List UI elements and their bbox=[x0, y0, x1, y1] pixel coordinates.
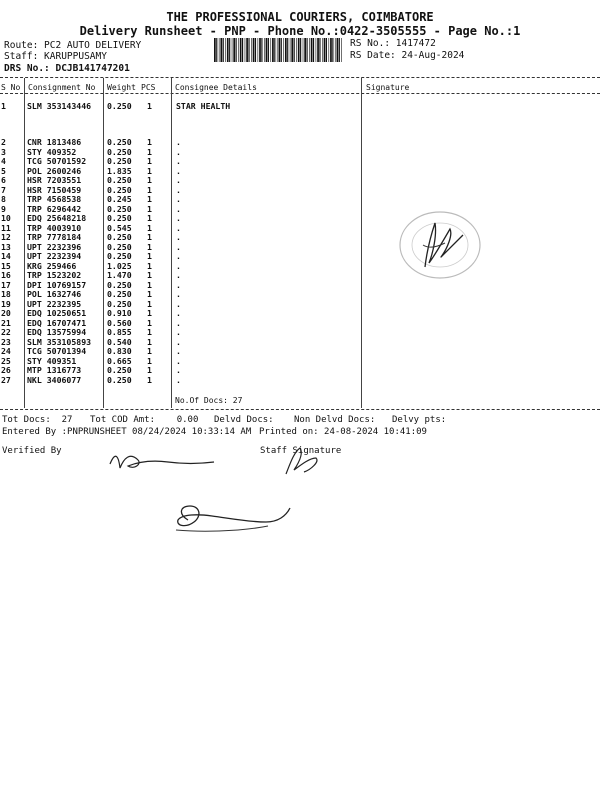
row-pcs: 1 bbox=[147, 101, 152, 111]
row-weight: 0.540 bbox=[107, 336, 132, 347]
row-consignment-no: TCG 50701592 bbox=[27, 156, 87, 166]
table-row bbox=[0, 357, 600, 366]
row-pcs: 1 bbox=[147, 279, 152, 290]
row-consignee-details: . bbox=[176, 317, 181, 328]
row-pcs: 1 bbox=[147, 346, 152, 356]
table-row bbox=[0, 347, 600, 356]
row-sno: 20 bbox=[1, 308, 11, 318]
table-row bbox=[0, 376, 600, 385]
row-consignee-details: . bbox=[176, 298, 181, 309]
drs-number: DRS No.: DCJB141747201 bbox=[4, 63, 130, 74]
row-pcs: 1 bbox=[147, 289, 152, 299]
row-consignment-no: POL 2600246 bbox=[27, 165, 82, 176]
row-consignment-no: EDQ 10250651 bbox=[27, 308, 87, 318]
row-weight: 0.250 bbox=[107, 241, 132, 252]
row-pcs: 1 bbox=[147, 298, 152, 309]
row-consignment-no: POL 1632746 bbox=[27, 289, 82, 299]
row-pcs: 1 bbox=[147, 251, 152, 261]
row-consignment-no: EDQ 16707471 bbox=[27, 317, 87, 328]
row-pcs: 1 bbox=[147, 355, 152, 366]
row-pcs: 1 bbox=[147, 270, 152, 280]
row-weight: 1.025 bbox=[107, 260, 132, 271]
row-consignee-details: . bbox=[176, 365, 181, 375]
row-consignment-no: CNR 1813486 bbox=[27, 137, 82, 147]
column-pcs: PCS bbox=[141, 83, 156, 92]
row-sno: 19 bbox=[1, 298, 11, 309]
row-sno: 26 bbox=[1, 365, 11, 375]
delivered-docs: Delvd Docs: bbox=[214, 415, 274, 425]
row-weight: 0.545 bbox=[107, 222, 132, 233]
row-consignee-details: . bbox=[176, 213, 181, 223]
row-pcs: 1 bbox=[147, 165, 152, 176]
row-pcs: 1 bbox=[147, 336, 152, 347]
row-consignee-details: . bbox=[176, 308, 181, 318]
row-weight: 1.470 bbox=[107, 270, 132, 280]
row-consignment-no: NKL 3406077 bbox=[27, 374, 82, 385]
table-row bbox=[0, 205, 600, 214]
column-weight: Weight bbox=[107, 83, 136, 92]
row-sno: 22 bbox=[1, 327, 11, 337]
column-signature: Signature bbox=[366, 83, 410, 92]
runsheet-title: Delivery Runsheet - PNP - Phone No.:0422-3505555 - Page No.:1 bbox=[79, 24, 521, 38]
table-row bbox=[0, 290, 600, 299]
table-row bbox=[0, 224, 600, 233]
row-consignment-no: SLM 353105893 bbox=[27, 336, 92, 347]
table-row bbox=[0, 262, 600, 271]
row-consignment-no: TRP 6296442 bbox=[27, 203, 82, 214]
row-sno: 5 bbox=[1, 165, 6, 176]
row-consignee-details: . bbox=[176, 279, 181, 290]
row-sno: 1 bbox=[1, 101, 6, 111]
header-top-rule bbox=[0, 77, 600, 78]
staff-signature-label: Staff Signature bbox=[260, 446, 342, 456]
row-sno: 3 bbox=[1, 146, 6, 157]
row-weight: 0.250 bbox=[107, 232, 132, 242]
row-consignment-no: TRP 4568538 bbox=[27, 194, 82, 204]
row-sno: 17 bbox=[1, 279, 11, 290]
row-consignee-details: . bbox=[176, 203, 181, 214]
table-row bbox=[0, 186, 600, 195]
row-weight: 0.250 bbox=[107, 156, 132, 166]
row-sno: 16 bbox=[1, 270, 11, 280]
row-consignee-details: . bbox=[176, 327, 181, 337]
row-pcs: 1 bbox=[147, 365, 152, 375]
row-consignee-details: . bbox=[176, 194, 181, 204]
table-row bbox=[0, 167, 600, 176]
row-weight: 0.250 bbox=[107, 203, 132, 214]
row-weight: 0.250 bbox=[107, 365, 132, 375]
table-row bbox=[0, 300, 600, 309]
row-consignment-no: SLM 353143446 bbox=[27, 101, 92, 111]
row-consignment-no: UPT 2232396 bbox=[27, 241, 82, 252]
table-bottom-rule bbox=[0, 409, 600, 410]
no-of-docs: No.Of Docs: 27 bbox=[175, 396, 243, 405]
row-sno: 24 bbox=[1, 346, 11, 356]
table-row bbox=[0, 157, 600, 166]
row-weight: 0.250 bbox=[107, 101, 132, 111]
table-row bbox=[0, 148, 600, 157]
row-weight: 0.855 bbox=[107, 327, 132, 337]
row-sno: 23 bbox=[1, 336, 11, 347]
row-consignment-no: DPI 10769157 bbox=[27, 279, 87, 290]
row-weight: 0.250 bbox=[107, 298, 132, 309]
table-row bbox=[0, 281, 600, 290]
row-pcs: 1 bbox=[147, 241, 152, 252]
tot-docs: Tot Docs: 27 bbox=[2, 415, 73, 425]
row-sno: 10 bbox=[1, 213, 11, 223]
row-consignment-no: TCG 50701394 bbox=[27, 346, 87, 356]
row-consignee-details: . bbox=[176, 336, 181, 347]
row-consignee-details: . bbox=[176, 251, 181, 261]
table-row bbox=[0, 243, 600, 252]
non-delivered-docs: Non Delvd Docs: bbox=[294, 415, 376, 425]
row-weight: 0.250 bbox=[107, 279, 132, 290]
printed-on: Printed on: 24-08-2024 10:41:09 bbox=[259, 427, 427, 437]
row-consignee-details: . bbox=[176, 260, 181, 271]
row-consignee-details: . bbox=[176, 232, 181, 242]
row-sno: 25 bbox=[1, 355, 11, 366]
row-sno: 8 bbox=[1, 194, 6, 204]
row-sno: 12 bbox=[1, 232, 11, 242]
row-sno: 15 bbox=[1, 260, 11, 271]
row-weight: 0.250 bbox=[107, 289, 132, 299]
table-row bbox=[0, 176, 600, 185]
row-sno: 27 bbox=[1, 374, 11, 385]
staff-signature bbox=[280, 440, 350, 480]
row-weight: 0.250 bbox=[107, 184, 132, 195]
row-consignment-no: TRP 1523202 bbox=[27, 270, 82, 280]
row-pcs: 1 bbox=[147, 374, 152, 385]
row-pcs: 1 bbox=[147, 308, 152, 318]
company-title: THE PROFESSIONAL COURIERS, COIMBATORE bbox=[166, 10, 434, 24]
row-weight: 0.665 bbox=[107, 355, 132, 366]
row-sno: 7 bbox=[1, 184, 6, 195]
entered-by: Entered By :PNPRUNSHEET 08/24/2024 10:33:14 AM bbox=[2, 427, 252, 437]
row-weight: 0.250 bbox=[107, 146, 132, 157]
rs-number: RS No.: 1417472 bbox=[350, 38, 436, 49]
column-consignee: Consignee Details bbox=[175, 83, 257, 92]
row-weight: 0.910 bbox=[107, 308, 132, 318]
barcode bbox=[214, 38, 342, 62]
row-weight: 0.560 bbox=[107, 317, 132, 328]
verified-by: Verified By bbox=[2, 446, 62, 456]
row-pcs: 1 bbox=[147, 232, 152, 242]
row-pcs: 1 bbox=[147, 175, 152, 185]
row-pcs: 1 bbox=[147, 194, 152, 204]
table-row bbox=[0, 366, 600, 375]
row-consignee-details: . bbox=[176, 241, 181, 252]
table-row bbox=[0, 319, 600, 328]
stamp-signature bbox=[395, 205, 485, 285]
table-row bbox=[0, 271, 600, 280]
row-weight: 0.250 bbox=[107, 137, 132, 147]
table-row bbox=[0, 214, 600, 223]
column-consignment: Consignment No bbox=[28, 83, 96, 92]
row-consignee-details: . bbox=[176, 222, 181, 233]
row-consignee-details: . bbox=[176, 184, 181, 195]
row-consignee-details: . bbox=[176, 175, 181, 185]
verifier-signature bbox=[108, 448, 218, 478]
table-row bbox=[0, 309, 600, 318]
row-weight: 0.250 bbox=[107, 374, 132, 385]
row-consignment-no: EDQ 13575994 bbox=[27, 327, 87, 337]
table-row bbox=[0, 338, 600, 347]
row-consignment-no: UPT 2232395 bbox=[27, 298, 82, 309]
row-consignee-details: STAR HEALTH bbox=[176, 101, 231, 111]
delivery-points: Delvy pts: bbox=[392, 415, 447, 425]
table-row bbox=[0, 102, 600, 111]
route: Route: PC2 AUTO DELIVERY bbox=[4, 40, 142, 51]
table-row bbox=[0, 252, 600, 261]
row-consignee-details: . bbox=[176, 146, 181, 157]
row-consignee-details: . bbox=[176, 270, 181, 280]
row-consignment-no: STY 409352 bbox=[27, 146, 77, 157]
row-sno: 13 bbox=[1, 241, 11, 252]
table-row bbox=[0, 138, 600, 147]
header-bottom-rule bbox=[0, 93, 600, 94]
row-consignee-details: . bbox=[176, 165, 181, 176]
row-sno: 9 bbox=[1, 203, 6, 214]
staff: Staff: KARUPPUSAMY bbox=[4, 51, 107, 62]
row-pcs: 1 bbox=[147, 146, 152, 157]
row-weight: 0.830 bbox=[107, 346, 132, 356]
row-pcs: 1 bbox=[147, 137, 152, 147]
row-consignee-details: . bbox=[176, 289, 181, 299]
table-row bbox=[0, 328, 600, 337]
tot-cod-amount: Tot COD Amt: 0.00 bbox=[90, 415, 199, 425]
row-sno: 11 bbox=[1, 222, 11, 233]
row-pcs: 1 bbox=[147, 156, 152, 166]
row-consignment-no: EDQ 25648218 bbox=[27, 213, 87, 223]
row-sno: 2 bbox=[1, 137, 6, 147]
row-sno: 6 bbox=[1, 175, 6, 185]
row-pcs: 1 bbox=[147, 213, 152, 223]
column-sno: S No bbox=[1, 83, 21, 92]
row-consignee-details: . bbox=[176, 156, 181, 166]
row-sno: 18 bbox=[1, 289, 11, 299]
row-weight: 0.250 bbox=[107, 175, 132, 185]
row-weight: 1.835 bbox=[107, 165, 132, 176]
row-consignee-details: . bbox=[176, 374, 181, 385]
row-pcs: 1 bbox=[147, 317, 152, 328]
table-row bbox=[0, 195, 600, 204]
row-consignment-no: HSR 7203551 bbox=[27, 175, 82, 185]
table-row bbox=[0, 233, 600, 242]
row-weight: 0.250 bbox=[107, 251, 132, 261]
handwritten-signature bbox=[168, 498, 298, 543]
row-pcs: 1 bbox=[147, 203, 152, 214]
row-consignment-no: KRG 259466 bbox=[27, 260, 77, 271]
row-consignment-no: TRP 7778184 bbox=[27, 232, 82, 242]
row-pcs: 1 bbox=[147, 327, 152, 337]
row-consignment-no: TRP 4003910 bbox=[27, 222, 82, 233]
row-sno: 4 bbox=[1, 156, 6, 166]
row-weight: 0.245 bbox=[107, 194, 132, 204]
row-consignee-details: . bbox=[176, 137, 181, 147]
row-weight: 0.250 bbox=[107, 213, 132, 223]
row-pcs: 1 bbox=[147, 260, 152, 271]
row-consignment-no: MTP 1316773 bbox=[27, 365, 82, 375]
row-consignee-details: . bbox=[176, 355, 181, 366]
row-consignment-no: HSR 7150459 bbox=[27, 184, 82, 195]
row-pcs: 1 bbox=[147, 184, 152, 195]
rs-date: RS Date: 24-Aug-2024 bbox=[350, 50, 465, 61]
row-consignment-no: UPT 2232394 bbox=[27, 251, 82, 261]
row-sno: 21 bbox=[1, 317, 11, 328]
row-sno: 14 bbox=[1, 251, 11, 261]
row-pcs: 1 bbox=[147, 222, 152, 233]
row-consignment-no: STY 409351 bbox=[27, 355, 77, 366]
row-consignee-details: . bbox=[176, 346, 181, 356]
